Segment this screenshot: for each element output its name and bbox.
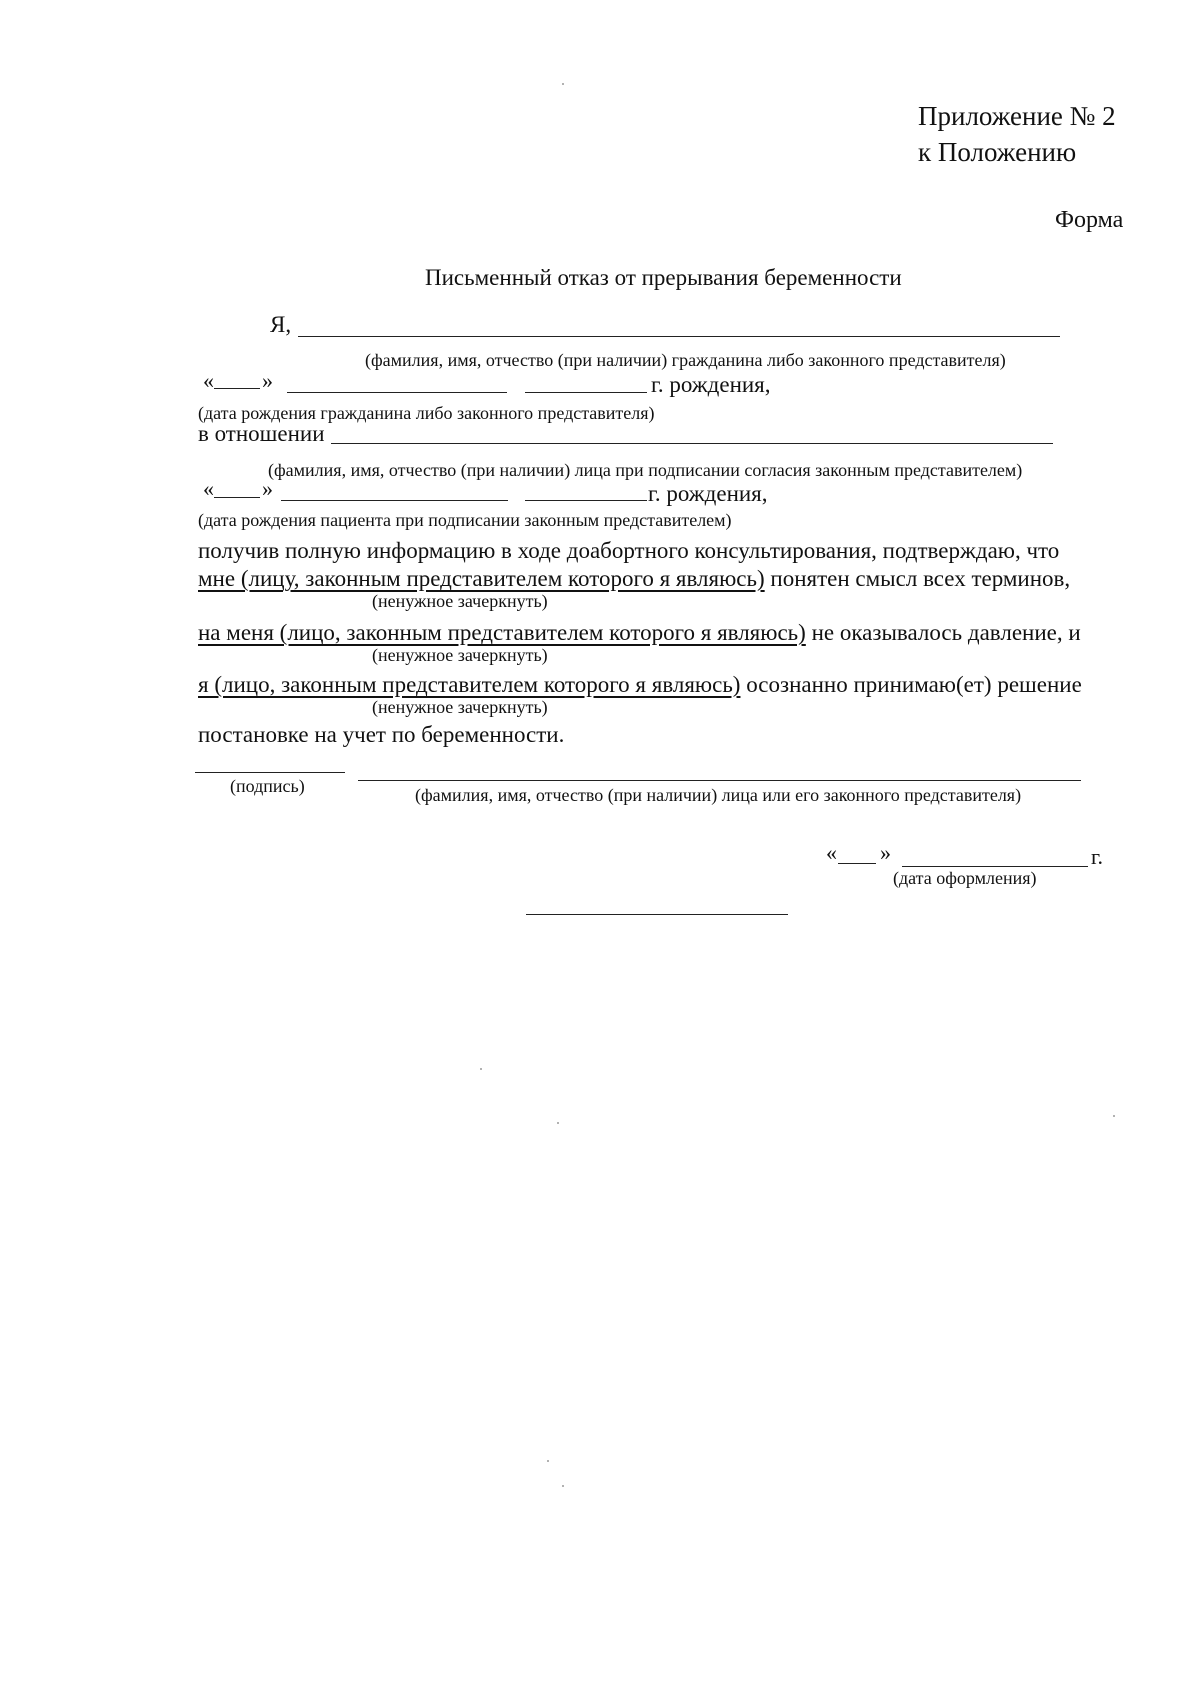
closing-divider (526, 914, 788, 915)
form-label: Форма (1055, 207, 1124, 233)
strikable-option-2[interactable]: на меня (лицо, законным представителем которого я являюсь) (198, 620, 806, 645)
issue-year-suffix: г. (1091, 844, 1104, 869)
body-line-2 (198, 566, 1070, 592)
patient-birth-day-field-line[interactable] (214, 497, 260, 498)
patient-birth-month-field-line[interactable] (281, 500, 508, 501)
issue-day-quote-open: « (826, 840, 837, 865)
body-line-1: получив полную информацию в ходе доабортного консультирования, подтверждаю, что (198, 538, 1060, 563)
body-line-4-rest: осознанно принимаю(ет) решение (740, 672, 1082, 697)
body-line-5: постановке на учет по беременности. (198, 722, 565, 747)
patient-day-quote-close: » (262, 476, 273, 501)
issue-month-field-line[interactable] (902, 866, 1088, 867)
body-line-2-rest: понятен смысл всех терминов, (764, 566, 1071, 591)
patient-name-field-line[interactable] (331, 443, 1053, 444)
patient-birth-suffix: г. рождения, (648, 481, 768, 506)
strikable-option-1[interactable]: мне (лицу, законным представителем которого я являюсь) (198, 566, 765, 591)
strike-note-3: (ненужное зачеркнуть) (372, 697, 548, 717)
body-line-3-rest: не оказывалось давление, и (805, 620, 1081, 645)
body-line-4 (198, 672, 1082, 698)
strikable-option-3[interactable]: я (лицо, законным представителем которого я являюсь) (198, 672, 741, 697)
birth-suffix: г. рождения, (651, 372, 771, 397)
birth-day-field-line[interactable] (214, 388, 260, 389)
scan-speck (480, 1068, 482, 1070)
appendix-regulation: к Положению (918, 137, 1077, 167)
strike-note-2: (ненужное зачеркнуть) (372, 645, 548, 665)
strike-note-1: (ненужное зачеркнуть) (372, 591, 548, 611)
scan-speck (557, 1122, 559, 1124)
appendix-number: Приложение № 2 (918, 101, 1116, 131)
body-line-3 (198, 620, 1081, 646)
issue-day-quote-close: » (880, 840, 891, 865)
patient-name-caption: (фамилия, имя, отчество (при наличии) лица при подписании согласия законным представителем) (268, 460, 1023, 480)
birth-year-field-line[interactable] (525, 392, 647, 393)
full-name-caption: (фамилия, имя, отчество (при наличии) гражданина либо законного представителя) (365, 350, 1006, 370)
issue-day-field-line[interactable] (838, 863, 876, 864)
signature-caption: (подпись) (230, 776, 305, 796)
i-prefix: Я, (270, 312, 292, 337)
regarding-prefix: в отношении (198, 421, 325, 446)
scan-speck (547, 1460, 549, 1462)
birth-month-field-line[interactable] (287, 392, 507, 393)
day-quote-close: » (262, 368, 273, 393)
birth-date-caption: (дата рождения гражданина либо законного представителя) (198, 403, 655, 423)
scan-speck (562, 1485, 564, 1487)
issue-date-caption: (дата оформления) (893, 868, 1037, 888)
patient-day-quote-open: « (203, 476, 214, 501)
signer-name-field-line[interactable] (358, 780, 1081, 781)
patient-birth-year-field-line[interactable] (525, 500, 647, 501)
scan-speck (1113, 1115, 1115, 1117)
document-title: Письменный отказ от прерывания беременности (425, 265, 902, 290)
signer-name-caption: (фамилия, имя, отчество (при наличии) лица или его законного представителя) (415, 785, 1022, 805)
patient-birth-caption: (дата рождения пациента при подписании законным представителем) (198, 510, 732, 530)
scan-speck (562, 83, 564, 85)
full-name-field-line[interactable] (298, 336, 1060, 337)
day-quote-open: « (203, 368, 214, 393)
signature-field-line[interactable] (195, 772, 345, 773)
